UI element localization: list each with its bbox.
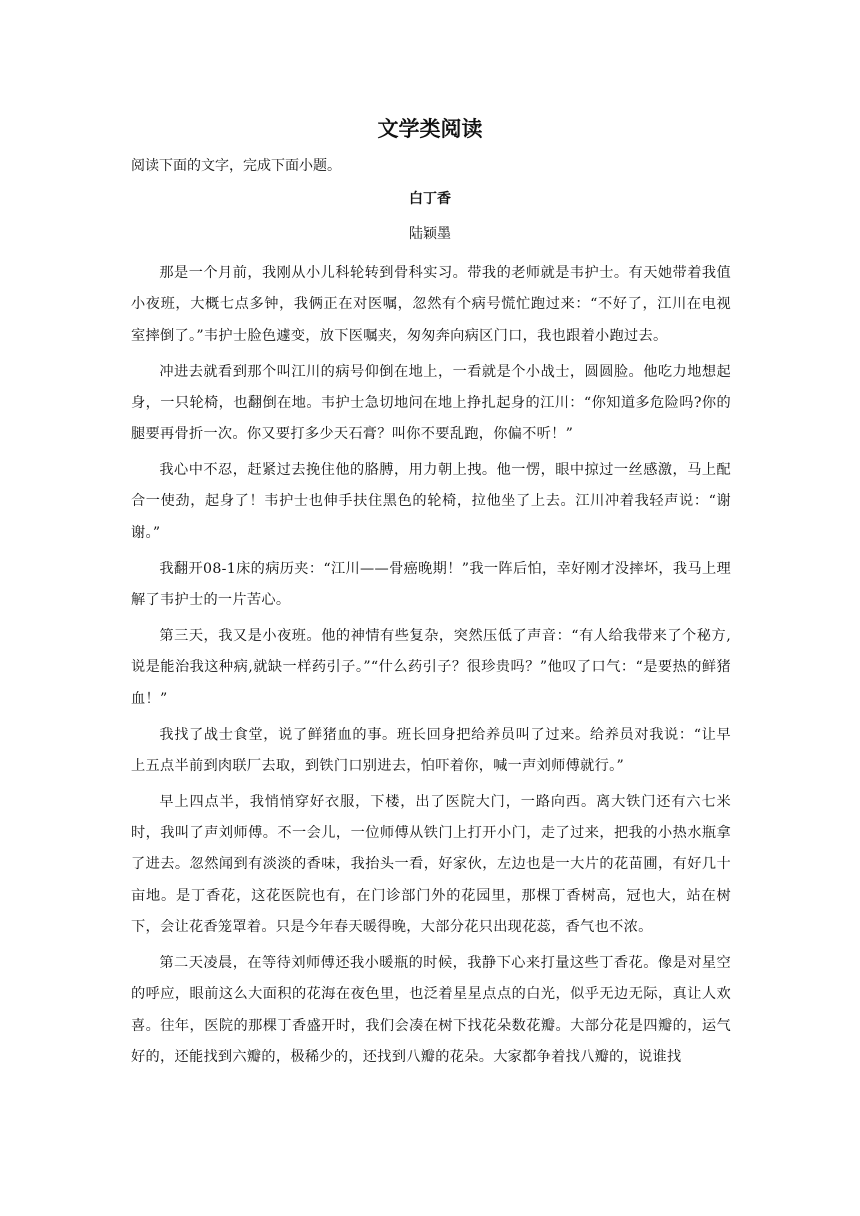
story-paragraph: 那是一个月前，我刚从小儿科轮转到骨科实习。带我的老师就是韦护士。有天她带着我值小夜班，大概七点多钟，我俩正在对医嘱，忽然有个病号慌忙跑过来：“不好了，江川在电视室摔倒了。”韦护士脸色遽变，放下医嘱夹，匆匆奔向病区门口，我也跟着小跑过去。 [131,265,731,344]
reading-instruction: 阅读下面的文字，完成下面小题。 [131,158,341,174]
story-paragraph: 早上四点半，我悄悄穿好衣服，下楼，出了医院大门，一路向西。离大铁门还有六七米时，我叫了声刘师傅。不一会儿，一位师傅从铁门上打开小门，走了过来，把我的小热水瓶拿了进去。忽然闻到有淡淡的香味，我抬头一看，好家伙，左边也是一大片的花苗圃，有好几十亩地。是丁香花，这花医院也有，在门诊部门外的花园里，那棵丁香树高，冠也大，站在树下，会让花香笼罩着。只是今年春天暖得晚，大部分花只出现花蕊，香气也不浓。 [131,793,731,936]
story-paragraph: 第二天凌晨，在等待刘师傅还我小暖瓶的时候，我静下心来打量这些丁香花。像是对星空的呼应，眼前这么大面积的花海在夜色里，也泛着星星点点的白光，似乎无边无际，真让人欢喜。往年，医院的那棵丁香盛开时，我们会凑在树下找花朵数花瓣。大部分花是四瓣的，运气好的，还能找到六瓣的，极稀少的，还找到八瓣的花朵。大家都争着找八瓣的，说谁找 [131,955,731,1065]
story-paragraph: 我心中不忍，赶紧过去挽住他的胳膊，用力朝上拽。他一愣，眼中掠过一丝感激，马上配合一使劲，起身了！韦护士也伸手扶住黑色的轮椅，拉他坐了上去。江川冲着我轻声说：“谢谢。” [131,462,731,541]
story-body [131,258,731,1078]
story-paragraph: 冲进去就看到那个叫江川的病号仰倒在地上，一看就是个小战士，圆圆脸。他吃力地想起身，一只轮椅，也翻倒在地。韦护士急切地问在地上挣扎起身的江川：“你知道多危险吗?你的腿要再骨折一次。你又要打多少天石膏？叫你不要乱跑，你偏不听！” [131,363,731,443]
story-paragraph: 第三天，我又是小夜班。他的神情有些复杂，突然压低了声音：“有人给我带来了个秘方,说是能治我这种病,就缺一样药引子。”“什么药引子？很珍贵吗？”他叹了口气：“是要热的鲜猪血！” [131,628,731,707]
document-title: 文学类阅读 [377,117,483,141]
story-paragraph: 我找了战士食堂，说了鲜猪血的事。班长回身把给养员叫了过来。给养员对我说：“让早上五点半前到肉联厂去取，到铁门口别进去，怕吓着你，喊一声刘师傅就行。” [131,726,731,774]
story-author: 陆颖墨 [409,226,451,242]
story-title: 白丁香 [409,191,451,207]
story-paragraph: 我翻开08-1床的病历夹：“江川——骨癌晚期！”我一阵后怕，幸好刚才没摔坏，我马上理解了韦护士的一片苦心。 [131,560,731,609]
